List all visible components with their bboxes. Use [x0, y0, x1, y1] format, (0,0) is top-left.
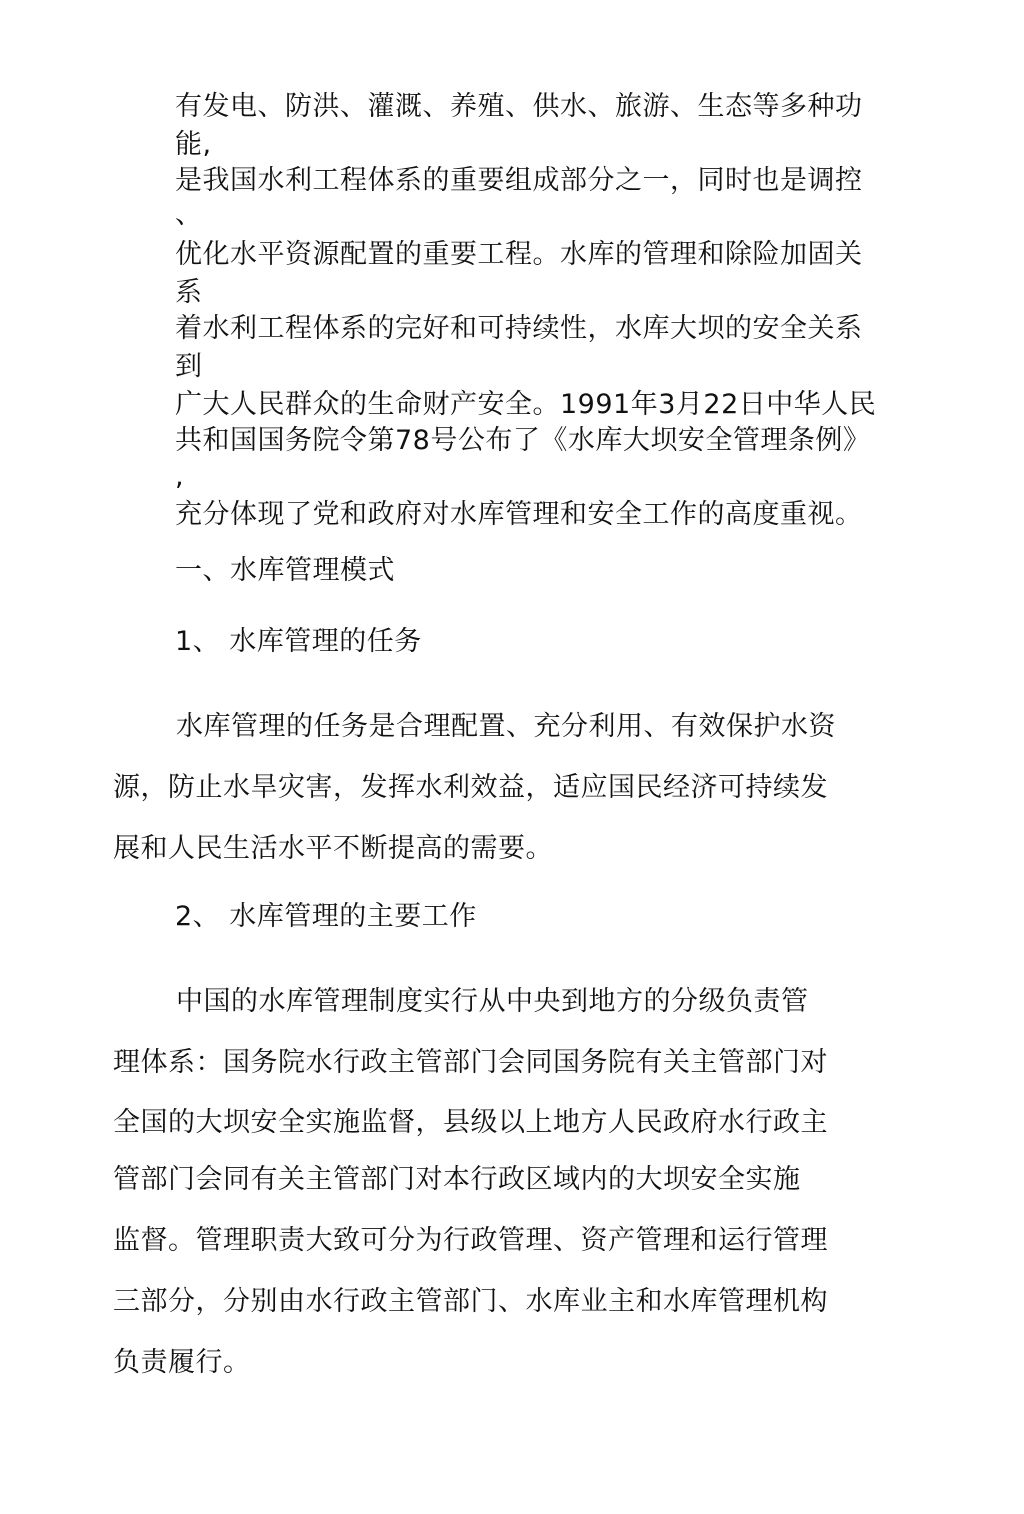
paragraph-line: 水库管理的任务是合理配置、充分利用、有效保护水资 [176, 711, 836, 742]
intro-line: 优化水平资源配置的重要工程。水库的管理和除险加固关 [175, 239, 863, 270]
paragraph-line: 监督。管理职责大致可分为行政管理、资产管理和运行管理 [113, 1225, 828, 1256]
paragraph-line: 源，防止水旱灾害，发挥水利效益，适应国民经济可持续发 [113, 772, 828, 803]
paragraph-line: 展和人民生活水平不断提高的需要。 [113, 833, 553, 864]
intro-line: 系 [175, 277, 203, 308]
intro-line: 充分体现了党和政府对水库管理和安全工作的高度重视。 [175, 499, 863, 530]
paragraph-line: 中国的水库管理制度实行从中央到地方的分级负责管 [176, 986, 809, 1017]
intro-line: 着水利工程体系的完好和可持续性，水库大坝的安全关系 [175, 313, 863, 344]
intro-line: 是我国水利工程体系的重要组成部分之一，同时也是调控 [175, 165, 863, 196]
intro-line: 广大人民群众的生命财产安全。1991年3月22日中华人民 [175, 389, 877, 420]
paragraph-line: 负责履行。 [113, 1347, 251, 1378]
subsection-heading: 1、 水库管理的任务 [175, 626, 422, 657]
intro-line: 能, [175, 129, 212, 160]
intro-line: , [175, 461, 185, 492]
intro-line: 到 [175, 351, 203, 382]
section-heading: 一、水库管理模式 [175, 555, 395, 586]
intro-line: 共和国国务院令第78号公布了《水库大坝安全管理条例》 [175, 425, 871, 456]
intro-line: 有发电、防洪、灌溉、养殖、供水、旅游、生态等多种功 [175, 91, 863, 122]
paragraph-line: 全国的大坝安全实施监督，县级以上地方人民政府水行政主 [113, 1107, 828, 1138]
paragraph-line: 管部门会同有关主管部门对本行政区域内的大坝安全实施 [113, 1164, 801, 1195]
intro-line: 、 [175, 199, 203, 230]
paragraph-line: 三部分，分别由水行政主管部门、水库业主和水库管理机构 [113, 1286, 828, 1317]
subsection-heading: 2、 水库管理的主要工作 [175, 901, 477, 932]
paragraph-line: 理体系：国务院水行政主管部门会同国务院有关主管部门对 [113, 1047, 828, 1078]
